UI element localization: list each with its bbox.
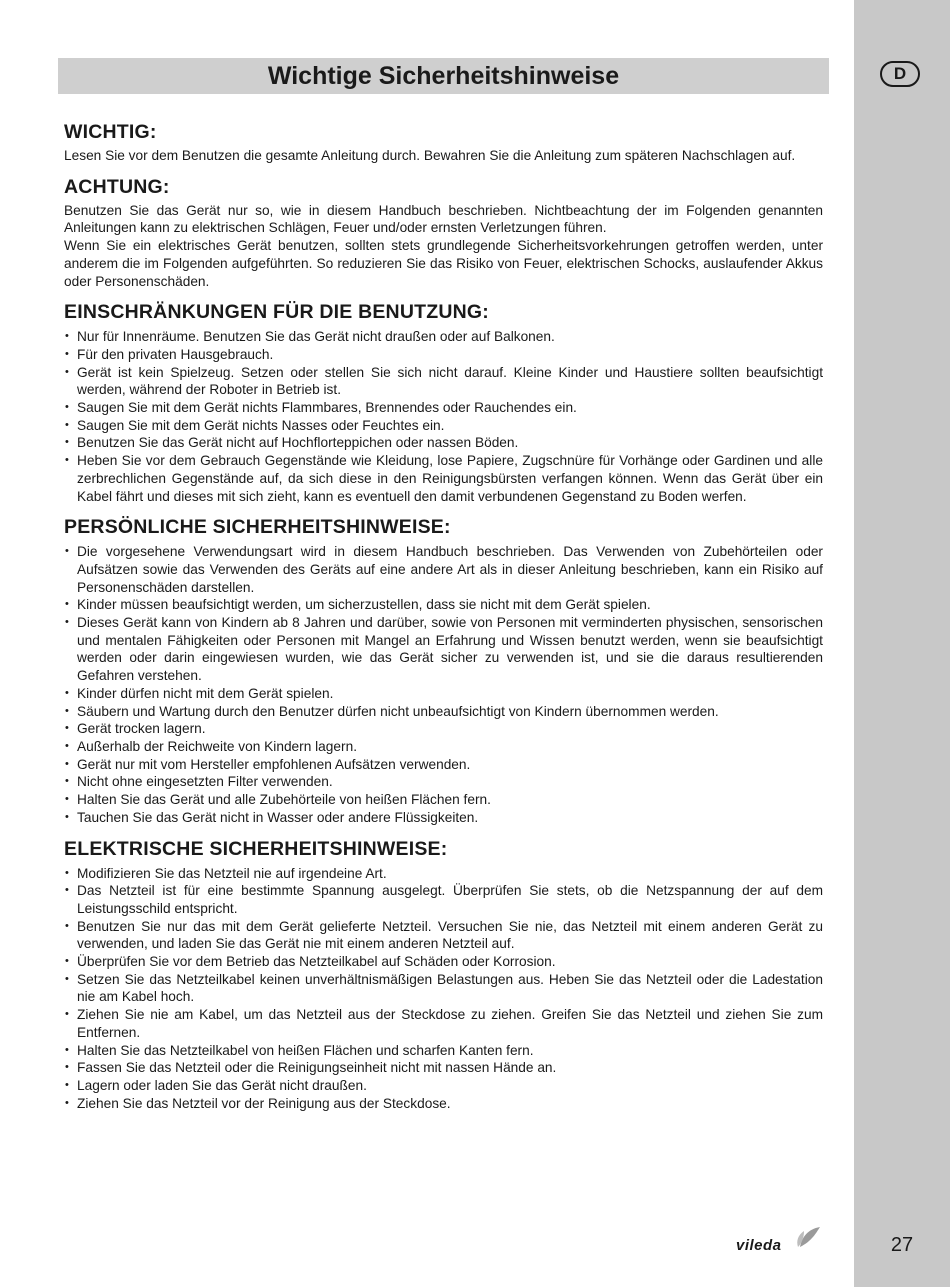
section-heading: EINSCHRÄNKUNGEN FÜR DIE BENUTZUNG: [64, 301, 489, 324]
list-item: • Außerhalb der Reichweite von Kindern lagern. [64, 738, 823, 756]
list-item: • Überprüfen Sie vor dem Betrieb das Netzteilkabel auf Schäden oder Korrosion. [64, 953, 823, 971]
paragraph: Wenn Sie ein elektrisches Gerät benutzen, sollten stets grundlegende Sicherheitsvorkehrungen getroffen werden, unter anderem die im Folgenden aufgeführten. So reduzieren Sie das Risiko von Feuer, elektrischen Schocks, auslaufender Akkus oder Personenschäden. [64, 238, 823, 289]
page-title: Wichtige Sicherheitshinweise [267, 62, 620, 90]
list-item: • Setzen Sie das Netzteilkabel keinen unverhältnismäßigen Belastungen aus. Heben Sie das Netzteil oder die Ladestation nie am Kabel hoch. [64, 971, 823, 1006]
list-item: • Benutzen Sie das Gerät nicht auf Hochflorteppichen oder nassen Böden. [64, 434, 823, 452]
vileda-logo [736, 1225, 828, 1259]
language-badge: D [880, 61, 920, 87]
section-elektrische-sicherheit [64, 837, 823, 1113]
section-heading: PERSÖNLICHE SICHERHEITSHINWEISE: [64, 516, 451, 539]
list-item: • Die vorgesehene Verwendungsart wird in diesem Handbuch beschrieben. Das Verwenden von Zubehörteilen oder Aufsätzen sowie das Verwenden des Geräts auf eine andere Art als in dieser Anleitung beschrieben, kann ein Risiko auf Personenschäden darstellen. [64, 543, 823, 596]
bullet-list [64, 328, 823, 505]
section-wichtig [64, 120, 823, 165]
list-item: • Saugen Sie mit dem Gerät nichts Nasses oder Feuchtes ein. [64, 417, 823, 435]
section-achtung [64, 175, 823, 291]
list-item: • Säubern und Wartung durch den Benutzer dürfen nicht unbeaufsichtigt von Kindern übernommen werden. [64, 703, 823, 721]
document-body [64, 120, 823, 1122]
list-item: • Lagern oder laden Sie das Gerät nicht draußen. [64, 1077, 823, 1095]
title-bar [58, 58, 829, 94]
list-item: • Für den privaten Hausgebrauch. [64, 346, 823, 364]
bullet-list [64, 543, 823, 826]
list-item: • Tauchen Sie das Gerät nicht in Wasser oder andere Flüssigkeiten. [64, 809, 823, 827]
section-heading: ACHTUNG: [64, 175, 170, 198]
list-item: • Gerät ist kein Spielzeug. Setzen oder stellen Sie sich nicht darauf. Kleine Kinder und Haustiere sollten beaufsichtigt werden, während der Roboter in Betrieb ist. [64, 364, 823, 399]
paragraph: Benutzen Sie das Gerät nur so, wie in diesem Handbuch beschrieben. Nichtbeachtung der im Folgenden genannten Anleitungen kann zu elektrischen Schlägen, Feuer und/oder ernsten Verletzungen führen. [64, 202, 823, 236]
section-heading: ELEKTRISCHE SICHERHEITSHINWEISE: [64, 837, 448, 860]
list-item: • Ziehen Sie nie am Kabel, um das Netzteil aus der Steckdose zu ziehen. Greifen Sie das Netzteil und ziehen Sie zum Entfernen. [64, 1006, 823, 1041]
section-einschraenkungen [64, 300, 823, 505]
list-item: • Nicht ohne eingesetzten Filter verwenden. [64, 773, 823, 791]
list-item: • Ziehen Sie das Netzteil vor der Reinigung aus der Steckdose. [64, 1095, 823, 1113]
list-item: • Gerät nur mit vom Hersteller empfohlenen Aufsätzen verwenden. [64, 756, 823, 774]
page-side-tab [854, 0, 950, 1287]
leaf-icon [794, 1225, 824, 1249]
list-item: • Modifizieren Sie das Netzteil nie auf irgendeine Art. [64, 865, 823, 883]
list-item: • Kinder müssen beaufsichtigt werden, um sicherzustellen, dass sie nicht mit dem Gerät spielen. [64, 596, 823, 614]
list-item: • Gerät trocken lagern. [64, 720, 823, 738]
section-persoenliche-sicherheit [64, 515, 823, 826]
logo-wordmark: vileda [736, 1237, 782, 1254]
list-item: • Halten Sie das Netzteilkabel von heißen Flächen und scharfen Kanten fern. [64, 1042, 823, 1060]
list-item: • Dieses Gerät kann von Kindern ab 8 Jahren und darüber, sowie von Personen mit verminderten physischen, sensorischen und mentalen Fähigkeiten oder Personen mit Mangel an Erfahrung und Wissen benutzt werden, wenn sie beaufsichtigt werden oder darin eingewiesen wurden, wie das Gerät sicher zu verwenden ist, und sie die daraus resultierenden Gefahren verstehen. [64, 614, 823, 685]
list-item: • Fassen Sie das Netzteil oder die Reinigungseinheit nicht mit nassen Hände an. [64, 1059, 823, 1077]
list-item: • Saugen Sie mit dem Gerät nichts Flammbares, Brennendes oder Rauchendes ein. [64, 399, 823, 417]
list-item: • Benutzen Sie nur das mit dem Gerät gelieferte Netzteil. Versuchen Sie nie, das Netzteil mit einem anderen Gerät zu verwenden, und laden Sie das Gerät nie mit einem anderen Netzteil auf. [64, 918, 823, 953]
paragraph: Lesen Sie vor dem Benutzen die gesamte Anleitung durch. Bewahren Sie die Anleitung zum späteren Nachschlagen auf. [64, 148, 796, 163]
bullet-list [64, 865, 823, 1113]
list-item: • Nur für Innenräume. Benutzen Sie das Gerät nicht draußen oder auf Balkonen. [64, 328, 823, 346]
page-number: 27 [890, 1234, 914, 1256]
list-item: • Das Netzteil ist für eine bestimmte Spannung ausgelegt. Überprüfen Sie stets, ob die Netzspannung der auf dem Leistungsschild entspricht. [64, 882, 823, 917]
list-item: • Halten Sie das Gerät und alle Zubehörteile von heißen Flächen fern. [64, 791, 823, 809]
list-item: • Heben Sie vor dem Gebrauch Gegenstände wie Kleidung, lose Papiere, Zugschnüre für Vorhänge oder Gardinen und alle zerbrechlichen Gegenstände auf, da sich diese in den Reinigungsbürsten verfangen können. Wenn das Gerät über ein Kabel fährt und dieses mit sich zieht, kann es eventuell den damit verbundenen Gegenstand zu Boden werfen. [64, 452, 823, 505]
section-heading: WICHTIG: [64, 121, 157, 143]
list-item: • Kinder dürfen nicht mit dem Gerät spielen. [64, 685, 823, 703]
